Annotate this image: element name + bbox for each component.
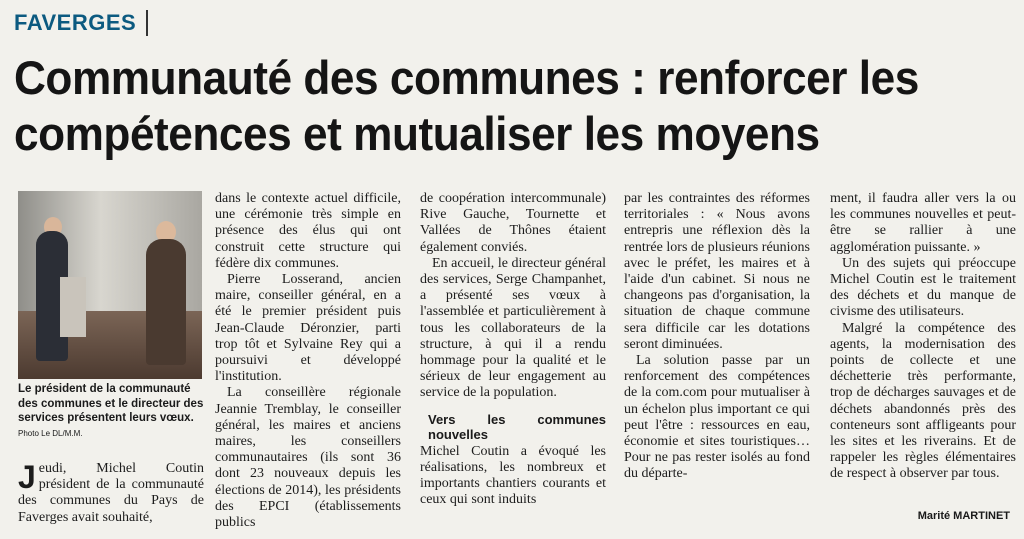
article-headline: Communauté des communes : renforcer les compétences et mutualiser les moyens (14, 51, 919, 160)
article-subhead: Vers les communes nouvelles (428, 411, 606, 442)
article-column-1 (18, 461, 204, 526)
section-kicker: FAVERGES (14, 10, 148, 36)
photo-podium (60, 277, 86, 337)
article-column-3 (420, 191, 606, 508)
column-5-paragraph-3: Malgré la compétence des agents, la modernisation des points de collecte et une déchetterie très performante, trop de décharges sauvages et de déchets abandonnés près des conteneurs sont affligeants pour les sites et les riverains. Et de rappeler les règles élémentaires de respect à observer par tous. (830, 320, 1016, 482)
article-photo (18, 191, 202, 379)
column-1-text: eudi, Michel Coutin président de la communauté des communes du Pays de Faverges avait souhaité, (18, 461, 204, 525)
column-2-paragraph-3: La conseillère régionale Jeannie Tremblay, le conseiller général, les maires et anciens maires, les conseillers communautaires (ils sont 36 dont 23 nouveaux depuis les élections de 2014), les présidents des EPCI (établissements publics (215, 385, 401, 531)
photo-person-right (146, 239, 186, 365)
author-signature: Marité MARTINET (917, 510, 1010, 522)
column-3-paragraph-1: de coopération intercommunale) Rive Gauche, Tournette et Vallées de Thônes étaient également conviés. (420, 191, 606, 255)
column-2-paragraph-1: dans le contexte actuel difficile, une cérémonie très simple en présence des élus qui ont construit cette structure qui fédère dix communes. (215, 191, 401, 271)
photo-caption-text: Le président de la communauté des communes et le directeur des services présentent leurs vœux. (18, 383, 204, 424)
column-3-paragraph-3: Michel Coutin a évoqué les réalisations, les nombreux et importants chantiers courants et ceux qui sont induits (420, 443, 606, 508)
drop-cap: J (18, 459, 36, 495)
column-4-paragraph-2: La solution passe par un renforcement des compétences de la com.com pour mutualiser à un échelon plus important ce qui peut l'être : ressources en eau, économie et sites touristiques… Pour ne pas rester isolés au fond du départe- (624, 353, 810, 482)
article-column-5 (830, 191, 1016, 483)
column-2-paragraph-2: Pierre Losserand, ancien maire, conseiller général, en a été le premier président puis Jean-Claude Déronzier, parti trop tôt et Sylvaine Rey qui a poursuivi et développé l'institution. (215, 272, 401, 385)
article-column-2 (215, 191, 401, 531)
column-4-paragraph-1: par les contraintes des réformes territoriales : « Nous avons entrepris une réflexion dès la rentrée lors de plusieurs réunions avec le préfet, les maires et à l'aide d'un cabinet. Si nous ne changeons pas d'organisation, la situation de chaque commune sera difficile car les dotations seront diminuées. (624, 191, 810, 352)
column-5-paragraph-2: Un des sujets qui préoccupe Michel Coutin est le traitement des déchets et du manque de civisme des utilisateurs. (830, 255, 1016, 320)
photo-caption (18, 382, 204, 441)
photo-credit: Photo Le DL/M.M. (18, 428, 83, 438)
article-column-4 (624, 191, 810, 483)
column-5-paragraph-1: ment, il faudra aller vers la ou les communes nouvelles et peut-être se rallier à une agglomération puissante. » (830, 191, 1016, 255)
column-3-paragraph-2: En accueil, le directeur général des services, Serge Champanhet, a présenté ses vœux à l'assemblée et particulièrement à tous les collaborateurs de la structure, à qui il a rendu hommage pour la qualité et le sérieux de leur engagement au service de la population. (420, 255, 606, 401)
